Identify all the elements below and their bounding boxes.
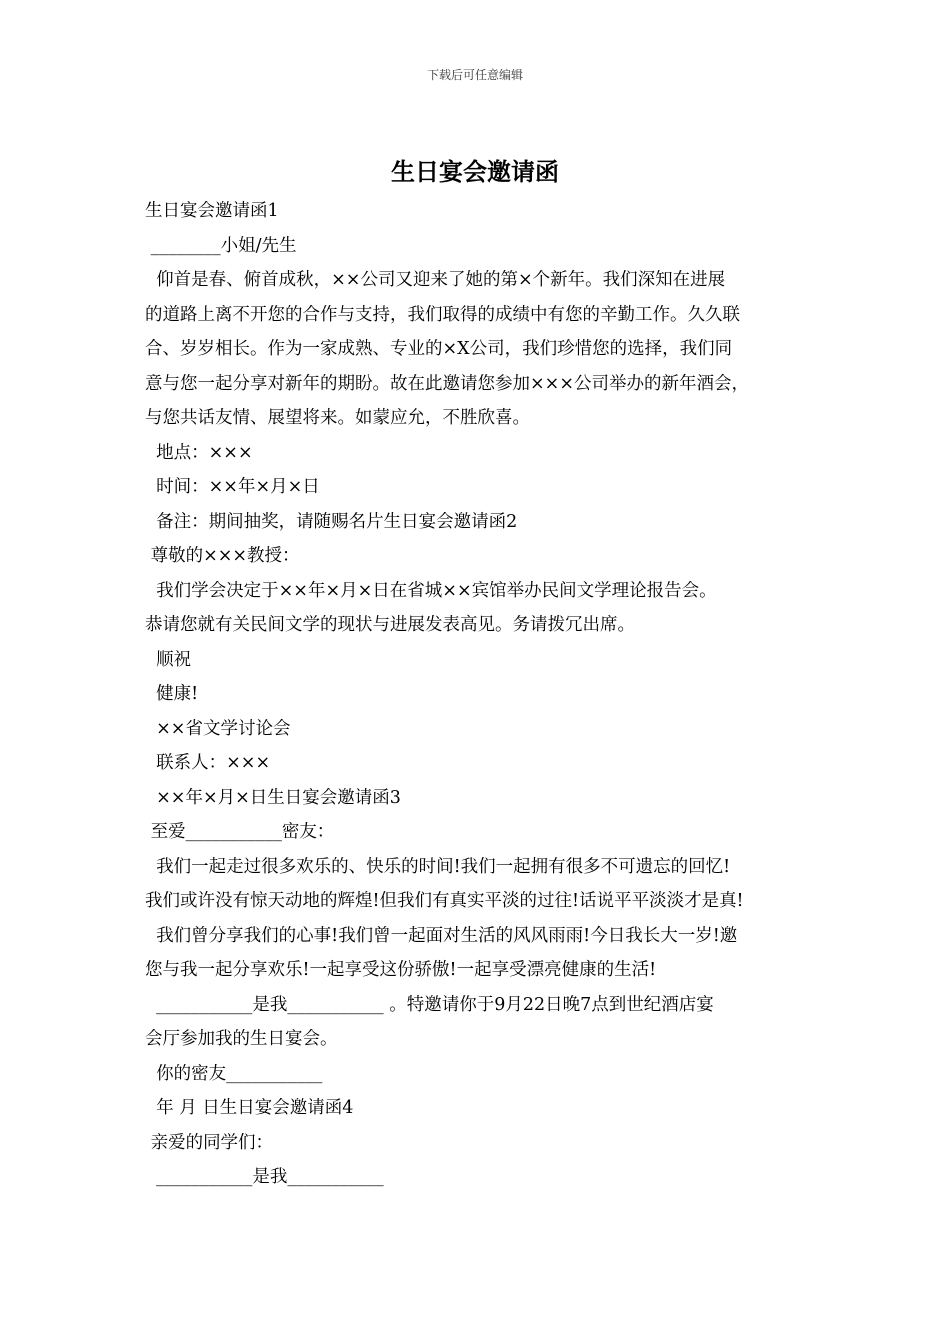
text-line: 恭请您就有关民间文学的现状与进展发表高见。务请拨冗出席。 [145,615,635,635]
text-line: 的道路上离不开您的合作与支持，我们取得的成绩中有您的辛勤工作。久久联 [145,304,740,325]
text-line: 顺祝 [145,649,192,670]
text-line: 意与您一起分享对新年的期盼。故在此邀请您参加×××公司举办的新年酒会， [145,373,749,394]
text-line: 与您共话友情、展望将来。如蒙应允，不胜欣喜。 [145,408,530,428]
text-line: 你的密友___________ [145,1063,323,1084]
document-title: 生日宴会邀请函 [391,157,559,186]
text-line: 您与我一起分享欢乐!一起享受这份骄傲!一起享受漂亮健康的生活! [145,960,657,980]
header-note: 下载后可任意编辑 [426,68,523,82]
text-line: 会厅参加我的生日宴会。 [145,1029,338,1049]
text-line: 生日宴会邀请函1 [145,201,279,221]
text-line: 地点：××× [145,442,253,463]
text-line: 我们或许没有惊天动地的辉煌!但我们有真实平淡的过往!话说平平淡淡才是真! [145,891,744,911]
text-line: ___________是我___________ 。特邀请你于9月22日晚7点到世纪酒店宴 [145,994,714,1015]
text-line: 亲爱的同学们： [145,1132,274,1153]
text-line: 至爱___________密友： [145,822,335,842]
text-line: 仰首是春、俯首成秋，××公司又迎来了她的第×个新年。我们深知在进展 [145,270,726,290]
text-line: 备注：期间抽奖，请随赐名片生日宴会邀请函2 [145,511,518,532]
text-line: 联系人：××× [145,753,271,773]
text-line: ________小姐/先生 [145,235,297,256]
text-line: ___________是我___________ [145,1167,384,1187]
text-line: ××省文学讨论会 [145,718,291,739]
text-line: 健康! [145,684,199,704]
text-line: 年 月 日生日宴会邀请函4 [145,1098,354,1118]
text-line: 我们曾分享我们的心事!我们曾一起面对生活的风风雨雨!今日我长大一岁!邀 [145,925,738,946]
text-line: 合、岁岁相长。作为一家成熟、专业的×X公司，我们珍惜您的选择，我们同 [145,339,733,359]
text-line: 我们一起走过很多欢乐的、快乐的时间!我们一起拥有很多不可遗忘的回忆! [145,856,731,877]
text-line: ××年×月×日生日宴会邀请函3 [145,787,401,808]
text-line: 尊敬的×××教授： [145,546,300,566]
document-body [145,194,825,1195]
text-line: 我们学会决定于××年×月×日在省城××宾馆举办民间文学理论报告会。 [145,580,717,601]
text-line: 时间：××年×月×日 [145,477,320,497]
